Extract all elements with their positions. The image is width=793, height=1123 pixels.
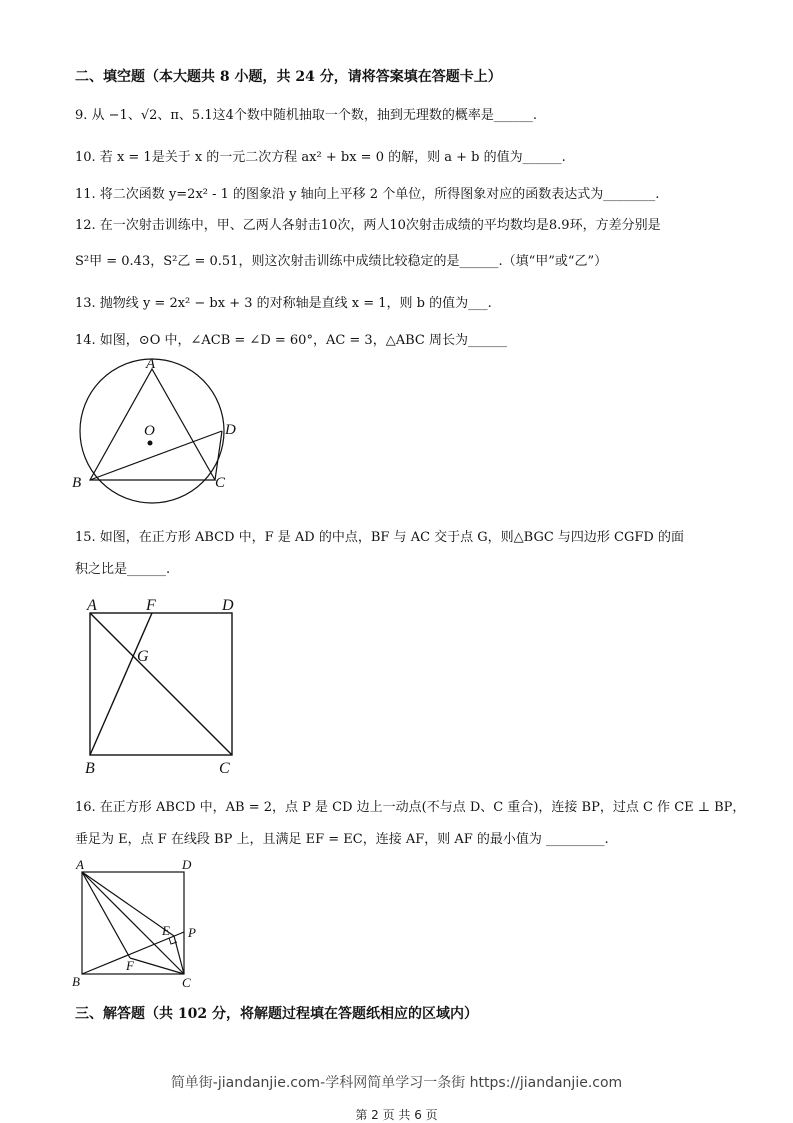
question-15-line1: 15. 如图，在正方形 ABCD 中，F 是 AD 的中点，BF 与 AC 交于点 G，则△BGC 与四边形 CGFD 的面 <box>75 530 684 545</box>
label-d: D <box>222 597 234 614</box>
figure-15-square-diagram <box>85 595 255 775</box>
segment-af <box>82 872 130 958</box>
question-12-line1: 12. 在一次射击训练中，甲、乙两人各射击10次，两人10次射击成绩的平均数均是8.9环，方差分别是 <box>75 218 661 233</box>
label-o: O <box>144 423 155 439</box>
question-10: 10. 若 x = 1是关于 x 的一元二次方程 ax² + bx = 0 的解，则 a + b 的值为______. <box>75 150 566 165</box>
label-d: D <box>182 857 192 872</box>
label-f: F <box>126 958 134 973</box>
label-b: B <box>72 475 82 491</box>
question-16-line1: 16. 在正方形 ABCD 中，AB = 2，点 P 是 CD 边上一动点(不与点 D、C 重合)，连接 BP，过点 C 作 CE ⊥ BP， <box>75 800 746 815</box>
question-14: 14. 如图，⊙O 中，∠ACB = ∠D = 60°，AC = 3，△ABC 周长为______ <box>75 333 507 348</box>
question-12-line2: S²甲 = 0.43，S²乙 = 0.51，则这次射击训练中成绩比较稳定的是______.（填“甲”或“乙”） <box>75 254 608 269</box>
label-d: D <box>225 422 236 438</box>
question-11: 11. 将二次函数 y=2x² - 1 的图象沿 y 轴向上平移 2 个单位，所得图象对应的函数表达式为________. <box>75 187 660 202</box>
segment-ae <box>82 872 174 936</box>
diagonal-ac <box>90 613 232 755</box>
segment-dc <box>215 431 222 480</box>
segment-bf <box>90 613 152 755</box>
label-c: C <box>215 475 226 491</box>
label-p: P <box>188 925 196 940</box>
label-a: A <box>146 356 156 372</box>
label-g: G <box>137 648 149 665</box>
section-heading-fill-in: 二、填空题（本大题共 8 小题，共 24 分，请将答案填在答题卡上） <box>75 69 502 85</box>
question-13: 13. 抛物线 y = 2x² − bx + 3 的对称轴是直线 x = 1，则 b 的值为___. <box>75 296 492 311</box>
section-heading-solve: 三、解答题（共 102 分，将解题过程填在答题纸相应的区域内） <box>75 1006 478 1022</box>
footer-watermark: 简单街-jiandanjie.com-学科网简单学习一条街 https://jiandanjie.com <box>170 1075 623 1091</box>
label-f: F <box>146 597 156 614</box>
question-16-line2: 垂足为 E，点 F 在线段 BP 上，且满足 EF = EC，连接 AF，则 AF 的最小值为 _________. <box>75 832 609 847</box>
label-b: B <box>72 974 80 989</box>
segment-bd <box>90 431 222 480</box>
figure-14-circle-diagram <box>70 355 250 495</box>
question-15-line2: 积之比是______. <box>75 562 171 577</box>
page-number: 第 2 页 共 6 页 <box>355 1108 438 1122</box>
label-a: A <box>87 597 97 614</box>
label-c: C <box>219 760 230 777</box>
label-c: C <box>182 975 191 990</box>
label-b: B <box>85 760 95 777</box>
figure-16-square-diagram <box>72 856 212 990</box>
label-e: E <box>162 923 170 938</box>
label-a: A <box>76 857 84 872</box>
question-9: 9. 从 −1、√2、π、5.1这4个数中随机抽取一个数，抽到无理数的概率是______. <box>75 108 538 123</box>
center-point-o <box>148 441 153 446</box>
